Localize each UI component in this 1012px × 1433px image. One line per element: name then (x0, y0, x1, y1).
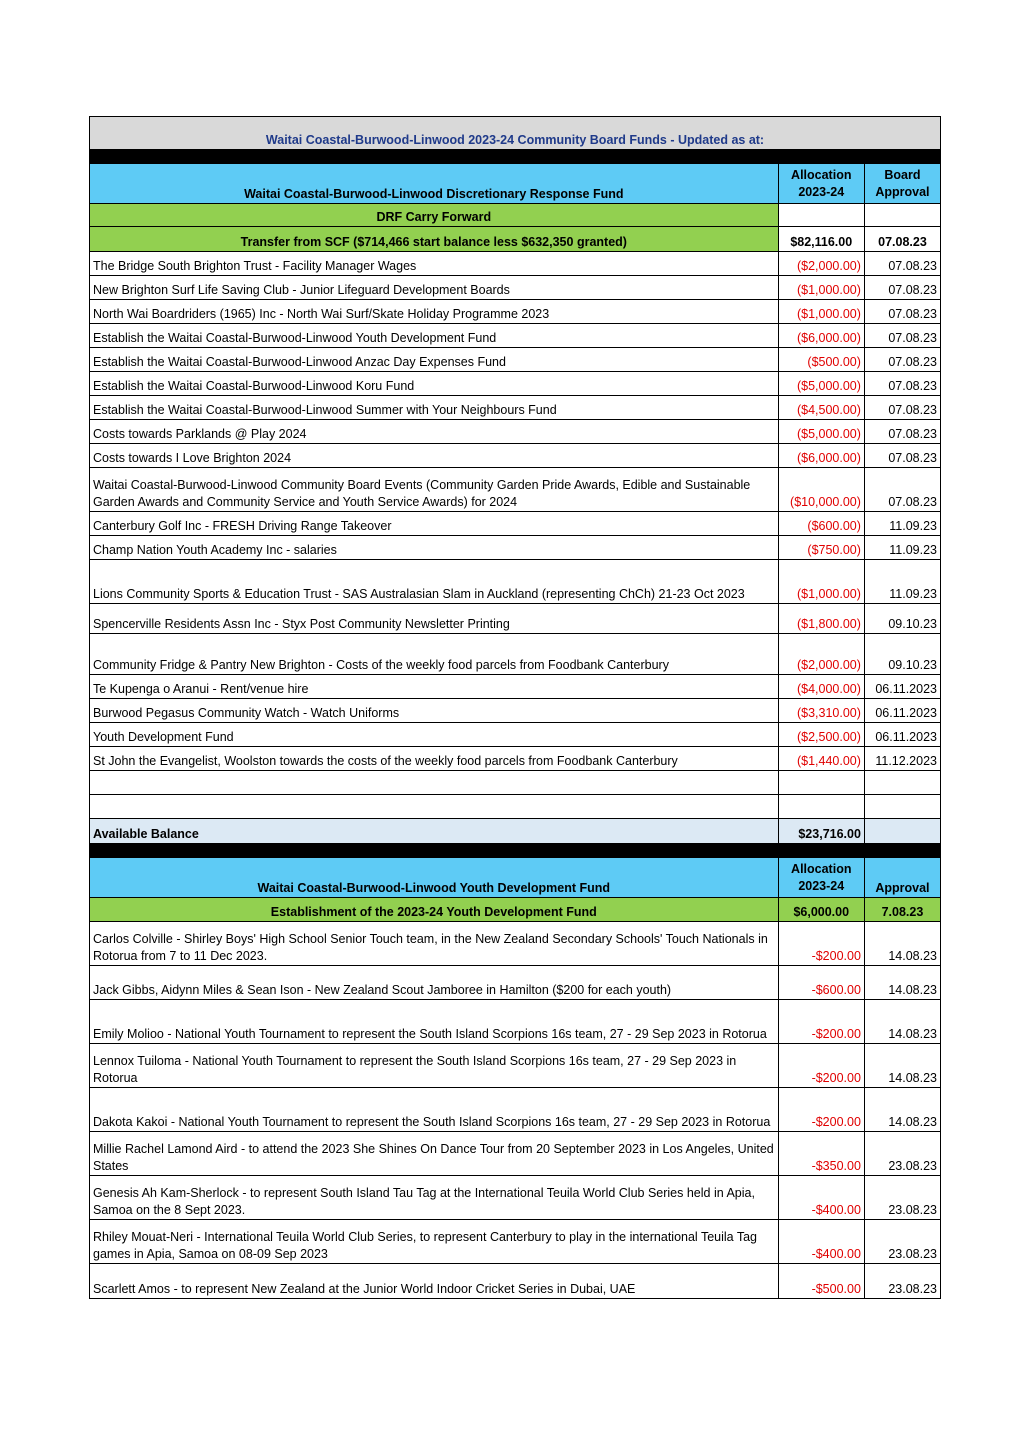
table-row (90, 536, 941, 560)
row-amount: ($5,000.00) (778, 372, 864, 396)
ydf-establish-label: Establishment of the 2023-24 Youth Development Fund (90, 898, 779, 922)
table-row (90, 420, 941, 444)
row-description: Establish the Waitai Coastal-Burwood-Linwood Koru Fund (90, 372, 779, 396)
table-row (90, 675, 941, 699)
table-row (90, 1088, 941, 1132)
row-amount: ($500.00) (778, 348, 864, 372)
row-amount: ($2,000.00) (778, 634, 864, 675)
table-row (90, 252, 941, 276)
ydf-col-approval: Approval (864, 858, 940, 898)
row-date: 07.08.23 (864, 252, 940, 276)
drf-carry-forward-row (90, 204, 941, 227)
empty-row (90, 771, 941, 795)
row-amount: ($4,000.00) (778, 675, 864, 699)
row-description: Millie Rachel Lamond Aird - to attend the 2023 She Shines On Dance Tour from 20 September 2023 in Los Angeles, United States (90, 1132, 779, 1176)
row-date: 06.11.2023 (864, 699, 940, 723)
row-description: Youth Development Fund (90, 723, 779, 747)
row-amount: ($6,000.00) (778, 324, 864, 348)
row-description: Te Kupenga o Aranui - Rent/venue hire (90, 675, 779, 699)
row-description: St John the Evangelist, Woolston towards the costs of the weekly food parcels from Foodbank Canterbury (90, 747, 779, 771)
row-description: Genesis Ah Kam-Sherlock - to represent South Island Tau Tag at the International Teuila World Club Series held in Apia, Samoa on the 8 Sept 2023. (90, 1176, 779, 1220)
row-description: Scarlett Amos - to represent New Zealand at the Junior World Indoor Cricket Series in Dubai, UAE (90, 1264, 779, 1299)
table-row (90, 966, 941, 1000)
drf-transfer-date: 07.08.23 (864, 227, 940, 252)
table-row (90, 300, 941, 324)
table-row (90, 276, 941, 300)
row-date: 07.08.23 (864, 396, 940, 420)
row-amount: ($600.00) (778, 512, 864, 536)
table-row (90, 699, 941, 723)
table-row (90, 1220, 941, 1264)
row-date: 07.08.23 (864, 276, 940, 300)
row-date: 14.08.23 (864, 922, 940, 966)
drf-col-approval: Board Approval (864, 164, 940, 204)
row-date: 14.08.23 (864, 966, 940, 1000)
row-description: Lennox Tuiloma - National Youth Tournament to represent the South Island Scorpions 16s team, 27 - 29 Sep 2023 in Rotorua (90, 1044, 779, 1088)
row-description: Carlos Colville - Shirley Boys' High School Senior Touch team, in the New Zealand Secondary Schools' Touch Nationals in Rotorua from 7 to 11 Dec 2023. (90, 922, 779, 966)
row-date: 07.08.23 (864, 372, 940, 396)
available-balance-row (90, 819, 941, 844)
row-amount: -$200.00 (778, 1044, 864, 1088)
drf-header-row (90, 164, 941, 204)
row-date: 11.12.2023 (864, 747, 940, 771)
drf-transfer-amount: $82,116.00 (778, 227, 864, 252)
available-balance-amount: $23,716.00 (778, 819, 864, 844)
table-row (90, 348, 941, 372)
row-description: Community Fridge & Pantry New Brighton - Costs of the weekly food parcels from Foodbank Canterbury (90, 634, 779, 675)
row-description: Establish the Waitai Coastal-Burwood-Linwood Anzac Day Expenses Fund (90, 348, 779, 372)
row-date: 23.08.23 (864, 1264, 940, 1299)
row-description: Establish the Waitai Coastal-Burwood-Linwood Youth Development Fund (90, 324, 779, 348)
row-description: Jack Gibbs, Aidynn Miles & Sean Ison - New Zealand Scout Jamboree in Hamilton ($200 for each youth) (90, 966, 779, 1000)
row-date: 14.08.23 (864, 1044, 940, 1088)
row-description: Costs towards Parklands @ Play 2024 (90, 420, 779, 444)
table-row (90, 922, 941, 966)
drf-col-allocation: Allocation 2023-24 (778, 164, 864, 204)
table-row (90, 324, 941, 348)
table-row (90, 396, 941, 420)
row-date: 23.08.23 (864, 1176, 940, 1220)
row-date: 11.09.23 (864, 512, 940, 536)
black-separator (90, 150, 941, 164)
row-description: Champ Nation Youth Academy Inc - salaries (90, 536, 779, 560)
table-row (90, 512, 941, 536)
row-amount: -$500.00 (778, 1264, 864, 1299)
table-row (90, 723, 941, 747)
row-description: The Bridge South Brighton Trust - Facility Manager Wages (90, 252, 779, 276)
row-description: Lions Community Sports & Education Trust - SAS Australasian Slam in Auckland (representing ChCh) 21-23 Oct 2023 (90, 560, 779, 604)
row-amount: ($4,500.00) (778, 396, 864, 420)
row-date: 23.08.23 (864, 1132, 940, 1176)
row-amount: ($1,440.00) (778, 747, 864, 771)
table-row (90, 1132, 941, 1176)
drf-carry-forward: DRF Carry Forward (90, 204, 779, 227)
row-amount: ($1,000.00) (778, 560, 864, 604)
empty-row (90, 795, 941, 819)
page-title: Waitai Coastal-Burwood-Linwood 2023-24 Community Board Funds - Updated as at: (90, 117, 941, 150)
row-amount: ($1,000.00) (778, 276, 864, 300)
table-row (90, 634, 941, 675)
row-amount: ($1,800.00) (778, 604, 864, 634)
ydf-establish-amount: $6,000.00 (778, 898, 864, 922)
row-amount: ($10,000.00) (778, 468, 864, 512)
drf-fund-name: Waitai Coastal-Burwood-Linwood Discretionary Response Fund (90, 164, 779, 204)
ydf-fund-name: Waitai Coastal-Burwood-Linwood Youth Development Fund (90, 858, 779, 898)
available-balance-label: Available Balance (90, 819, 779, 844)
table-row (90, 372, 941, 396)
row-amount: -$400.00 (778, 1176, 864, 1220)
row-amount: -$600.00 (778, 966, 864, 1000)
row-date: 11.09.23 (864, 536, 940, 560)
row-amount: -$400.00 (778, 1220, 864, 1264)
ydf-establish-date: 7.08.23 (864, 898, 940, 922)
table-row (90, 560, 941, 604)
row-description: Emily Molioo - National Youth Tournament to represent the South Island Scorpions 16s team, 27 - 29 Sep 2023 in Rotorua (90, 1000, 779, 1044)
row-description: New Brighton Surf Life Saving Club - Junior Lifeguard Development Boards (90, 276, 779, 300)
row-date: 07.08.23 (864, 324, 940, 348)
row-description: Spencerville Residents Assn Inc - Styx Post Community Newsletter Printing (90, 604, 779, 634)
row-amount: -$200.00 (778, 1000, 864, 1044)
row-amount: -$350.00 (778, 1132, 864, 1176)
title-row (90, 117, 941, 150)
row-description: Waitai Coastal-Burwood-Linwood Community Board Events (Community Garden Pride Awards, Edible and Sustainable Garden Awards and Community Service and Youth Service Awards) for 2024 (90, 468, 779, 512)
table-row (90, 444, 941, 468)
row-amount: -$200.00 (778, 922, 864, 966)
row-date: 09.10.23 (864, 634, 940, 675)
row-amount: ($2,000.00) (778, 252, 864, 276)
row-date: 07.08.23 (864, 468, 940, 512)
row-date: 07.08.23 (864, 420, 940, 444)
row-amount: ($5,000.00) (778, 420, 864, 444)
table-row (90, 1176, 941, 1220)
row-description: North Wai Boardriders (1965) Inc - North Wai Surf/Skate Holiday Programme 2023 (90, 300, 779, 324)
funds-table (89, 116, 941, 1299)
row-description: Burwood Pegasus Community Watch - Watch Uniforms (90, 699, 779, 723)
row-description: Costs towards I Love Brighton 2024 (90, 444, 779, 468)
row-amount: -$200.00 (778, 1088, 864, 1132)
drf-transfer-row (90, 227, 941, 252)
table-row (90, 747, 941, 771)
row-amount: ($3,310.00) (778, 699, 864, 723)
row-date: 06.11.2023 (864, 675, 940, 699)
row-amount: ($750.00) (778, 536, 864, 560)
table-row (90, 468, 941, 512)
row-description: Rhiley Mouat-Neri - International Teuila World Club Series, to represent Canterbury to play in the international Teuila Tag games in Apia, Samoa on 08-09 Sep 2023 (90, 1220, 779, 1264)
row-date: 14.08.23 (864, 1000, 940, 1044)
ydf-col-allocation: Allocation 2023-24 (778, 858, 864, 898)
row-date: 07.08.23 (864, 348, 940, 372)
row-date: 23.08.23 (864, 1220, 940, 1264)
row-date: 14.08.23 (864, 1088, 940, 1132)
row-description: Dakota Kakoi - National Youth Tournament to represent the South Island Scorpions 16s team, 27 - 29 Sep 2023 in Rotorua (90, 1088, 779, 1132)
row-date: 11.09.23 (864, 560, 940, 604)
table-row (90, 604, 941, 634)
row-description: Establish the Waitai Coastal-Burwood-Linwood Summer with Your Neighbours Fund (90, 396, 779, 420)
row-amount: ($6,000.00) (778, 444, 864, 468)
row-date: 09.10.23 (864, 604, 940, 634)
black-separator (90, 844, 941, 858)
table-row (90, 1000, 941, 1044)
row-date: 07.08.23 (864, 300, 940, 324)
row-description: Canterbury Golf Inc - FRESH Driving Range Takeover (90, 512, 779, 536)
row-date: 06.11.2023 (864, 723, 940, 747)
row-date: 07.08.23 (864, 444, 940, 468)
table-row (90, 1044, 941, 1088)
drf-transfer-label: Transfer from SCF ($714,466 start balance less $632,350 granted) (90, 227, 779, 252)
row-amount: ($1,000.00) (778, 300, 864, 324)
table-row (90, 1264, 941, 1299)
ydf-establish-row (90, 898, 941, 922)
ydf-header-row (90, 858, 941, 898)
row-amount: ($2,500.00) (778, 723, 864, 747)
